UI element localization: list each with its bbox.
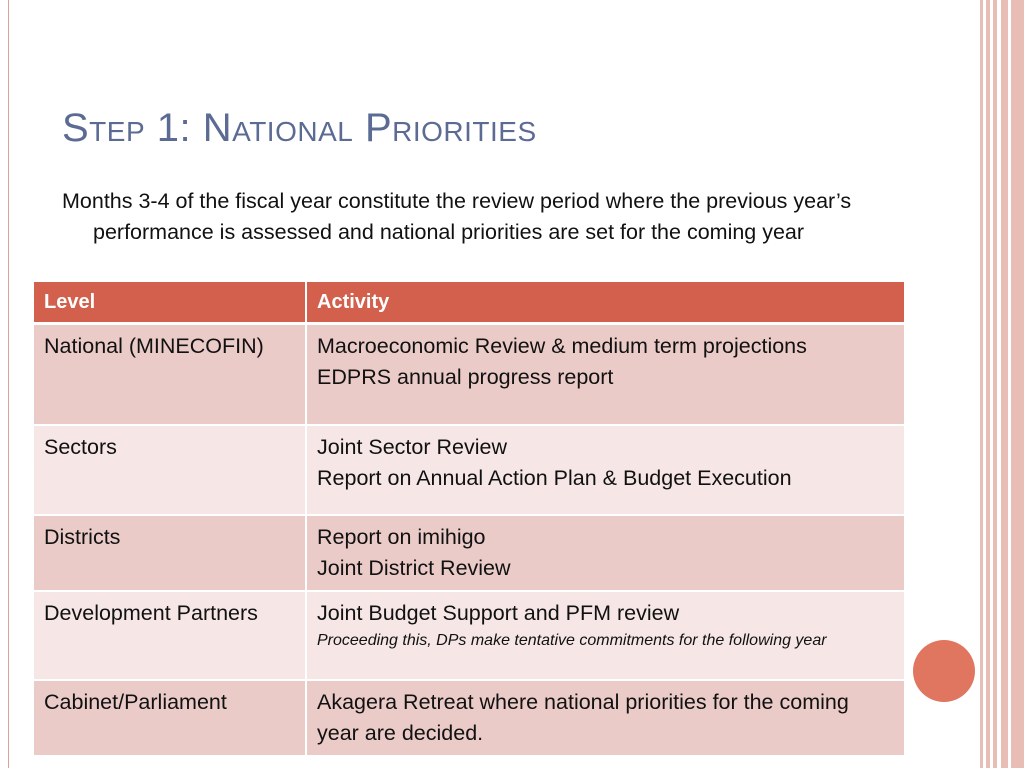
table-header-row	[34, 282, 904, 324]
level-cell: Development Partners	[34, 591, 306, 680]
activity-line: Akagera Retreat where national priorities for the coming year are decided.	[317, 689, 849, 745]
activity-note: Proceeding this, DPs make tentative commitments for the following year	[317, 631, 827, 649]
activity-cell	[306, 515, 904, 591]
level-cell: Cabinet/Parliament	[34, 680, 306, 756]
left-frame-line	[8, 0, 9, 768]
activity-cell	[306, 425, 904, 515]
activity-line: Macroeconomic Review & medium term projections	[317, 334, 807, 358]
intro-paragraph: Months 3-4 of the fiscal year constitute the review period where the previous year’s performance is assessed and national priorities are set for the coming year	[62, 189, 852, 244]
level-cell: National (MINECOFIN)	[34, 324, 306, 425]
slide-title: Step 1: National Priorities	[62, 106, 537, 150]
activity-line: Report on imihigo	[317, 524, 486, 549]
level-cell: Sectors	[34, 425, 306, 515]
table-row	[34, 425, 904, 515]
table-row	[34, 591, 904, 680]
activity-line: Joint Sector Review	[317, 434, 507, 459]
activity-cell	[306, 680, 904, 756]
priorities-table	[34, 282, 904, 757]
activity-line: Report on Annual Action Plan & Budget Execution	[317, 465, 792, 490]
activity-cell	[306, 324, 904, 425]
table-row	[34, 324, 904, 425]
activity-line: Joint District Review	[317, 555, 511, 580]
table-row	[34, 515, 904, 591]
table-row	[34, 680, 904, 756]
activity-line: Joint Budget Support and PFM review	[317, 600, 680, 625]
decorative-circle	[913, 640, 975, 702]
header-level: Level	[34, 282, 306, 324]
activity-cell	[306, 591, 904, 680]
activity-line: EDPRS annual progress report	[317, 365, 614, 389]
level-cell: Districts	[34, 515, 306, 591]
header-activity: Activity	[306, 282, 904, 324]
